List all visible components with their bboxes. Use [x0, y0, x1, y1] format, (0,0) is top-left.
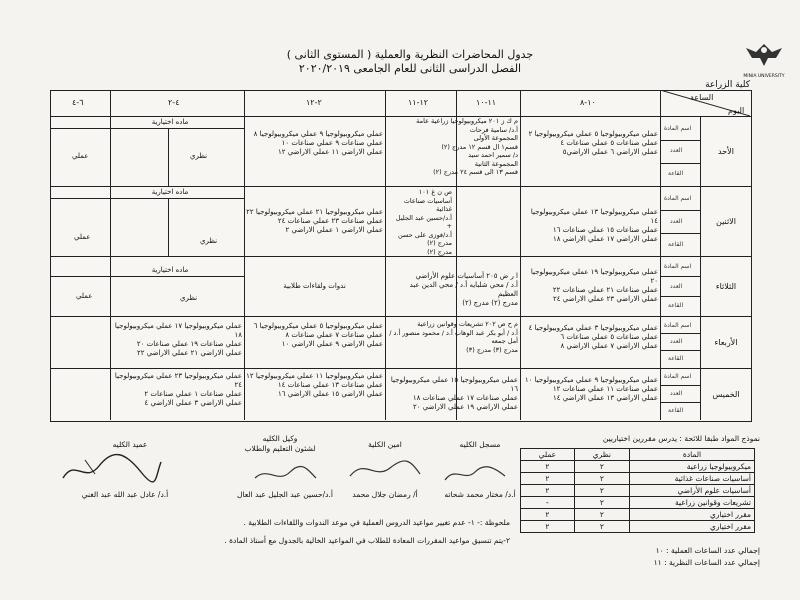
sub-label-group: العدد	[670, 147, 683, 154]
monday-theory-label: نظري	[200, 237, 218, 245]
monday-elective-label: ماده اختيارية	[151, 188, 189, 196]
course-theory: ٢	[574, 509, 629, 521]
monday-slot-12-2: عملي ميكروبيولوجيا ٢١ عملي ميكروبيولوجيا ٢٢ عملي صناعات ٢٣ عملي صناعات ٢٤ عملي الاراضي ١ عملي الاراضي ٢	[246, 208, 383, 234]
course-practical: ٢	[521, 521, 575, 533]
col-header-practical: عملي	[521, 449, 575, 461]
course-name: تشريعات وقوانين زراعية	[630, 497, 755, 509]
course-practical: ٢	[521, 509, 575, 521]
note-1: ملحوظة :- ١- عدم تغيير مواعيد الدروس العملية في موعد الندوات واللقاءات الطلابية .	[243, 518, 510, 527]
day-wednesday: الأربعاء	[714, 338, 738, 347]
signature-registrar-name: أ.د/ مختار محمد شحاته	[444, 490, 516, 499]
signature-registrar	[430, 440, 530, 450]
sub-label-group: العدد	[670, 390, 683, 397]
signature-dean-name: أ.د/ عادل عبد الله عبد الغني	[81, 490, 169, 499]
sub-label-subject: اسم المادة	[664, 373, 692, 380]
sub-label-hall: القاعة	[668, 355, 684, 362]
sub-label-hall: القاعة	[668, 241, 684, 248]
thursday-slot-10-12: عملي ميكروبيولوجيا ١٥ عملي ميكروبيولوجيا ١٦ عملي صناعات ١٧ عملي صناعات ١٨ عملي الاراضي ١٩ عملي الاراضي ٢٠	[390, 376, 518, 411]
signature-vice-dean	[225, 434, 335, 454]
tuesday-slot-8-10: عملي ميكروبيولوجيا ١٩ عملي ميكروبيولوجيا ٢٠ عملي صناعات ٢١ عملي صناعات ٢٢ عملي الاراضي ٢٣ عملي الاراضي ٢٤	[530, 268, 658, 303]
tuesday-slot-12-2: ندوات ولقاءات طلابية	[283, 282, 346, 290]
monday-slot-8-10: عملي ميكروبيولوجيا ١٣ عملي ميكروبيولوجيا ١٤ عملي صناعات ١٥ عملي صناعات ١٦ عملي الاراضي ١٧ عملي الاراضي ١٨	[530, 208, 658, 243]
col-header-subject: المادة	[630, 449, 755, 461]
sub-label-group: العدد	[670, 218, 683, 225]
tuesday-slot-10-12: ا ر ض ٢٠٥ أساسيات علوم الأراضي أ.د / محي شلبايه أ.د / محي الدين عبد العظيم مدرج (٢) مدرج (٢)	[409, 272, 518, 307]
dean-signature-icon	[55, 448, 165, 488]
table-row	[521, 497, 755, 509]
wednesday-slot-2-6: عملي ميكروبيولوجيا ١٧ عملي ميكروبيولوجيا ١٨ عملي صناعات ١٩ عملي صناعات ٢٠ عملي الاراضي ٢١ عملي الاراضي ٢٢	[114, 322, 242, 357]
course-theory: ٢	[574, 473, 629, 485]
courses-caption: نموذج المواد طبقا للائحة : يدرس مقررين اختياريين	[602, 434, 760, 443]
sunday-slot-10-12: م ك ز ٢٠١ ميكروبيولوجيا زراعية عامة أ.د/ سامية فرحات المجموعة الأولى قسم١ ال قسم ١٢ مدرج (٢) د/ سمير احمد سيد المجموعة الثانية قسم ١٣ الى قسم ٢٤ مدرج (٢)	[416, 117, 518, 176]
slot-header-1: ١٠-٨	[580, 98, 596, 107]
slot-header-2: ١١-١٠	[476, 98, 497, 107]
col-header-theory: نظري	[574, 449, 629, 461]
total-theory-hours: إجمالي عدد الساعات النظرية : ١١	[653, 558, 760, 567]
course-name: أساسيات علوم الأراضي	[630, 485, 755, 497]
course-theory: ٢	[574, 521, 629, 533]
course-theory: ٢	[574, 461, 629, 473]
course-practical: -	[521, 497, 575, 509]
course-name: أساسيات صناعات غذائية	[630, 473, 755, 485]
wednesday-slot-12-2: عملي ميكروبيولوجيا ٥ عملي ميكروبيولوجيا ٦ عملي صناعات ٧ عملي صناعات ٨ عملي الاراضي ٩ عملي الاراضي ١٠	[253, 322, 383, 348]
signature-role: وكيل الكليه لشئون التعليم والطلاب	[244, 434, 316, 453]
tuesday-theory-label: نظري	[180, 294, 198, 302]
sub-label-hall: القاعة	[668, 302, 684, 309]
wednesday-slot-10-12: م ح ص ٢٠٢ تشريعات وقوانين زراعية أ.د / أبو بكر عبد الوهاب أ.د / محمود منصور أ.د / أمل جمعه مدرج (٣) مدرج (٣)	[389, 320, 518, 354]
signature-secretary-name: أ/ رمضان جلال محمد	[352, 490, 418, 499]
course-name: ميكروبيولوجيا زراعية	[630, 461, 755, 473]
slot-header-4: ٢-١٢	[306, 98, 322, 107]
monday-practical-label: عملي	[74, 233, 91, 241]
wednesday-slot-8-10: عملي ميكروبيولوجيا ٣ عملي ميكروبيولوجيا ٤ عملي صناعات ٥ عملي صناعات ٦ عملي الاراضي ٧ عملي الاراضي ٨	[528, 324, 658, 350]
sub-label-subject: اسم المادة	[664, 322, 692, 329]
tuesday-elective-label: ماده اختيارية	[151, 266, 189, 274]
sub-label-subject: اسم المادة	[664, 263, 692, 270]
table-row	[521, 461, 755, 473]
sunday-slot-8-10: عملي ميكروبيولوجيا ٥ عملي ميكروبيولوجيا ٢ عملي صناعات ٥ عملي صناعات ٤ عملي الاراضي ٦ عملي الاراضي٥	[528, 130, 658, 156]
day-thursday: الخميس	[712, 390, 740, 399]
title-line-2: الفصل الدراسى الثانى للعام الجامعى ٢٠٢٠/٢٠١٩	[298, 62, 522, 75]
day-header: اليوم	[728, 106, 745, 115]
slot-header-6: ٦-٤	[72, 98, 84, 107]
table-row	[521, 473, 755, 485]
table-row	[521, 521, 755, 533]
slot-header-5: ٤-٢	[168, 98, 180, 107]
signature-secretary	[340, 440, 430, 450]
logo-text: MINIA UNIVERSITY	[743, 74, 785, 79]
thursday-slot-12-2: عملي ميكروبيولوجيا ١١ عملي ميكروبيولوجيا ١٢ عملي صناعات ١٣ عملي صناعات ١٤ عملي الاراضي ١٥ عملي الاراضي ١٦	[246, 372, 383, 398]
signature-role: امين الكلية	[368, 440, 402, 449]
sub-label-hall: القاعة	[668, 407, 684, 414]
vice-dean-signature-icon	[250, 462, 320, 486]
sunday-theory-label: نظري	[190, 152, 208, 160]
thursday-slot-2-6: عملي ميكروبيولوجيا ٢٣ عملي ميكروبيولوجيا ٢٤ عملي صناعات ١ عملي صناعات ٢ عملي الاراضي ٣ عملي الاراضي ٤	[114, 372, 242, 407]
title-line-1: جدول المحاضرات النظرية والعملية ( المستوى الثانى )	[286, 48, 534, 61]
sub-label-subject: اسم المادة	[664, 125, 692, 132]
day-tuesday: الثلاثاء	[715, 282, 737, 291]
total-practical-hours: إجمالي عدد الساعات العملية : ١٠	[655, 546, 760, 555]
sub-label-group: العدد	[670, 283, 683, 290]
sunday-elective-label: ماده اختيارية	[151, 118, 189, 126]
course-theory: ٢	[574, 497, 629, 509]
slot-header-3: ١٢-١١	[408, 98, 429, 107]
university-logo	[742, 40, 786, 78]
day-monday: الاثنين	[716, 217, 736, 226]
course-name: مقرر اختياري	[630, 509, 755, 521]
signature-vice-dean-name: أ.د/حسين عبد الجليل عبد العال	[237, 490, 333, 499]
sub-label-hall: القاعة	[668, 170, 684, 177]
secretary-signature-icon	[345, 456, 425, 484]
signature-role: عميد الكليه	[112, 440, 148, 449]
eagle-logo-icon	[742, 40, 786, 70]
sunday-practical-label: عملي	[72, 152, 89, 160]
day-sunday: الأحد	[718, 147, 734, 156]
course-practical: ٢	[521, 473, 575, 485]
course-theory: ٢	[574, 485, 629, 497]
course-practical: ٢	[521, 461, 575, 473]
thursday-slot-8-10: عملي ميكروبيولوجيا ٩ عملي ميكروبيولوجيا ١٠ عملي صناعات ١١ عملي صناعات ١٢ عملي الاراضي ١٣ عملي الاراضي ١٤	[524, 376, 658, 402]
registrar-signature-icon	[440, 462, 510, 486]
course-practical: ٢	[521, 485, 575, 497]
table-row	[521, 485, 755, 497]
note-2: ٢-يتم تنسيق مواعيد المقررات المعادة للطلاب في المواعيد الخالية بالجدول مع أستاذ المادة .	[224, 536, 510, 545]
signature-role: مسجل الكليه	[459, 440, 501, 449]
monday-slot-10-12: ص ن غ ١٠١ أساسيات صناعات غذائية أ.د/حسين عبد الجليل + أ.د/فوزى على حسن مدرج (٢) مدرج (٢)	[395, 188, 452, 256]
table-row	[521, 509, 755, 521]
course-name: مقرر اختياري	[630, 521, 755, 533]
courses-table	[520, 448, 755, 533]
hour-header: الساعة	[690, 93, 714, 102]
sub-label-group: العدد	[670, 338, 683, 345]
faculty-name: كلية الزراعة	[705, 80, 750, 90]
sunday-slot-12-2: عملي ميكروبيولوجيا ٩ عملي ميكروبيولوجيا ٨ عملي صناعات ٩ عملي صناعات ١٠ عملي الاراضي ١١ عملي الاراضي ١٢	[253, 130, 383, 156]
sub-label-subject: اسم المادة	[664, 195, 692, 202]
tuesday-practical-label: عملي	[76, 292, 93, 300]
